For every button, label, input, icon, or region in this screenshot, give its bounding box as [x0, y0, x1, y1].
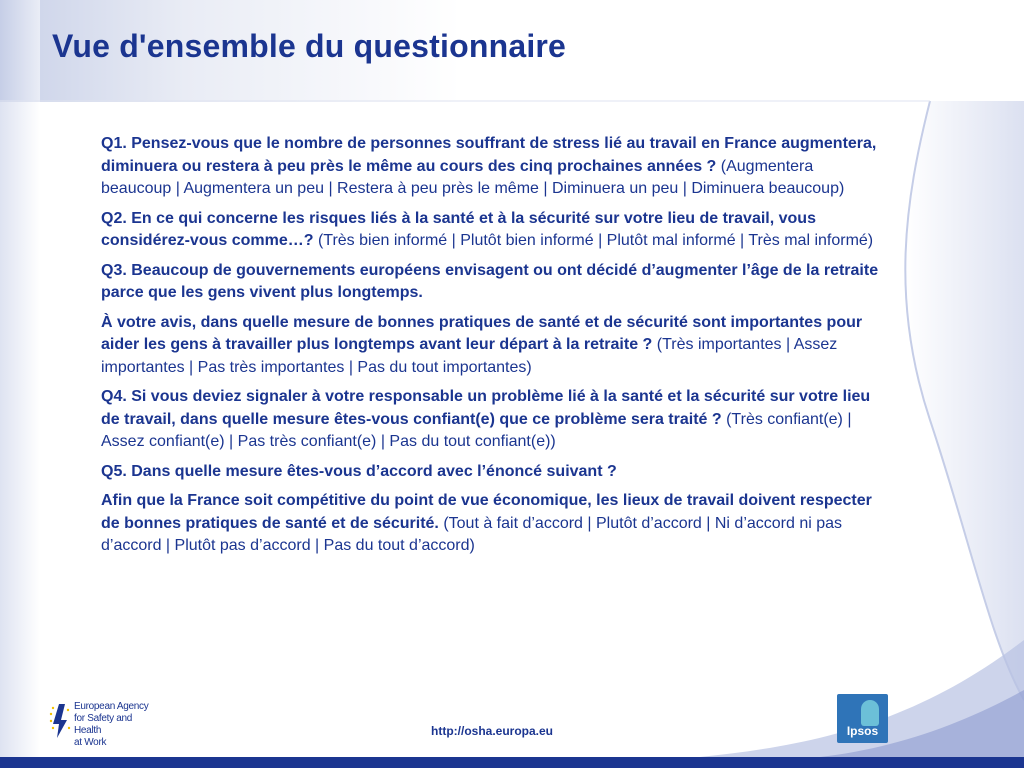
question-text: Q5. Dans quelle mesure êtes-vous d’accord avec l’énoncé suivant ?	[101, 462, 617, 480]
question-3	[101, 312, 886, 380]
question-text: À votre avis, dans quelle mesure de bonnes pratiques de santé et de sécurité sont importantes pour aider les gens à travailler plus longtemps avant leur départ à la retraite ?	[101, 313, 863, 353]
question-3-intro	[101, 260, 886, 305]
footer-bar	[0, 757, 1024, 768]
question-text: Q1. Pensez-vous que le nombre de personnes souffrant de stress lié au travail en France augmentera, diminuera ou restera à peu près le même au cours des cinq prochaines années ?	[101, 135, 877, 175]
answer-options: (Très bien informé | Plutôt bien informé | Plutôt mal informé | Très mal informé)	[313, 232, 874, 249]
eu-agency-name: European Agency for Safety and Health at Work	[74, 701, 149, 748]
page-title: Vue d'ensemble du questionnaire	[52, 28, 567, 64]
question-5-statement	[101, 490, 886, 558]
ipsos-logo-text: Ipsos	[846, 724, 879, 738]
question-5	[101, 461, 886, 484]
question-2	[101, 208, 886, 253]
questionnaire-content	[101, 133, 886, 565]
question-1	[101, 133, 886, 201]
question-text: Q2. En ce qui concerne les risques liés à la santé et à la sécurité sur votre lieu de travail, vous considérez-vous comme…?	[101, 209, 816, 249]
answer-options: (Très importantes | Assez importantes | Pas très importantes | Pas du tout importantes)	[101, 336, 838, 376]
question-text: Q4. Si vous deviez signaler à votre responsable un problème lié à la santé et la sécurité sur votre lieu de travail, dans quelle mesure êtes-vous confiant(e) que ce problème sera traité ?	[101, 388, 871, 428]
ipsos-logo	[837, 694, 888, 743]
footer-url-link[interactable]: http://osha.europa.eu	[431, 724, 554, 738]
eu-osha-logo	[49, 700, 161, 748]
answer-options: (Très confiant(e) | Assez confiant(e) | Pas très confiant(e) | Pas du tout confiant(e))	[101, 410, 852, 450]
answer-options: (Augmentera beaucoup | Augmentera un peu | Restera à peu près le même | Diminuera un peu | Diminuera beaucoup)	[101, 157, 845, 197]
eu-agency-icon	[49, 702, 71, 740]
answer-options: (Tout à fait d’accord | Plutôt d’accord | Ni d’accord ni pas d’accord | Plutôt pas d’accord | Pas du tout d’accord)	[101, 514, 843, 554]
question-text: Afin que la France soit compétitive du point de vue économique, les lieux de travail doivent respecter de bonnes pratiques de santé et de sécurité.	[101, 492, 872, 532]
question-text: Q3. Beaucoup de gouvernements européens envisagent ou ont décidé d’augmenter l’âge de la retraite parce que les gens vivent plus longtemps.	[101, 261, 879, 301]
ipsos-shape-icon	[861, 700, 879, 726]
question-4	[101, 386, 886, 454]
